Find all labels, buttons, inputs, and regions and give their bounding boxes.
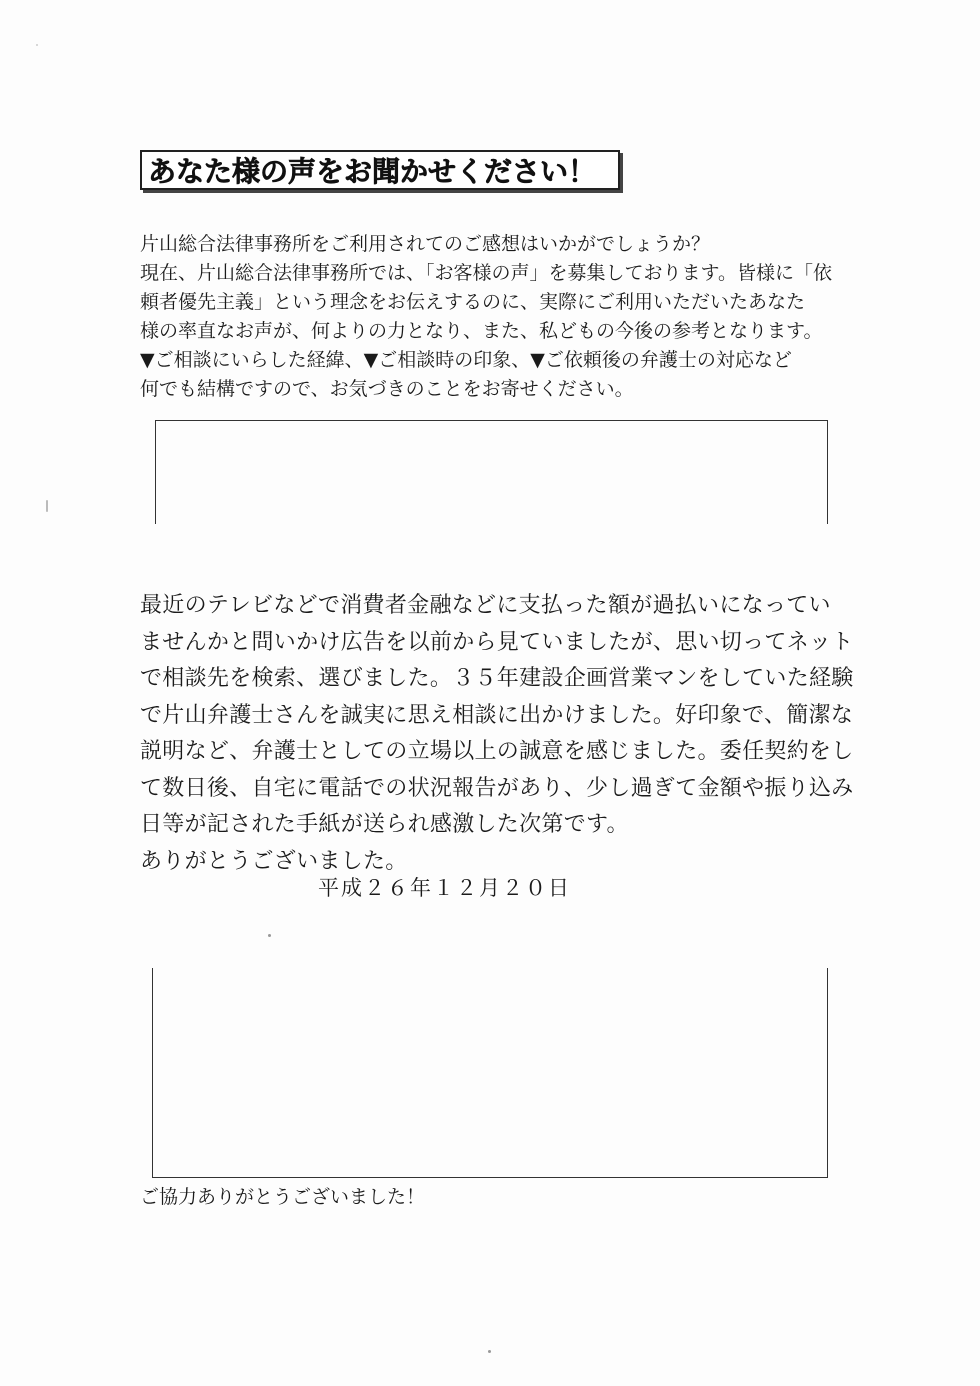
comment-line: で片山弁護士さんを誠実に思え相談に出かけました。好印象で、簡潔な [140, 702, 854, 728]
scan-speck [488, 1350, 491, 1353]
intro-text [140, 230, 860, 404]
intro-line: 現在、片山総合法律事務所では、「お客様の声」を募集しております。皆様に「依 [140, 262, 832, 284]
intro-line: ▼ご相談にいらした経緯、▼ご相談時の印象、▼ご依頼後の弁護士の対応など [140, 349, 792, 371]
intro-line: 様の率直なお声が、何よりの力となり、また、私どもの今後の参考となります。 [140, 320, 823, 342]
intro-line: 頼者優先主義」という理念をお伝えするのに、実際にご利用いただいたあなた [140, 291, 806, 313]
comment-line: て数日後、自宅に電話での状況報告があり、少し過ぎて金額や振り込み [140, 775, 854, 801]
customer-comment [140, 588, 860, 880]
scan-speck [46, 500, 48, 512]
intro-line: 片山総合法律事務所をご利用されてのご感想はいかがでしょうか？ [140, 233, 711, 255]
comment-date: 平成２６年１２月２０日 [318, 876, 571, 900]
scan-speck [268, 934, 271, 937]
page-title-box [140, 150, 620, 190]
comment-box-top-frame [155, 420, 828, 524]
comment-box-bottom-frame [152, 968, 828, 1178]
comment-line: 日等が記された手紙が送られ感激した次第です。 [140, 812, 629, 837]
page-title: あなた様の声をお聞かせください！ [148, 155, 597, 188]
thanks-message: ご協力ありがとうございました！ [140, 1186, 426, 1208]
scan-speck [36, 44, 38, 46]
comment-line: 説明など、弁護士としての立場以上の誠意を感じました。委任契約をし [140, 739, 854, 764]
comment-line: 最近のテレビなどで消費者金融などに支払った額が過払いになってい [140, 593, 831, 618]
comment-line: で相談先を検索、選びました。３５年建設企画営業マンをしていた経験 [140, 666, 854, 691]
comment-line: ありがとうございました。 [140, 848, 408, 874]
intro-line: 何でも結構ですので、お気づきのことをお寄せください。 [140, 378, 634, 400]
comment-line: ませんかと問いかけ広告を以前から見ていましたが、思い切ってネット [140, 629, 854, 655]
